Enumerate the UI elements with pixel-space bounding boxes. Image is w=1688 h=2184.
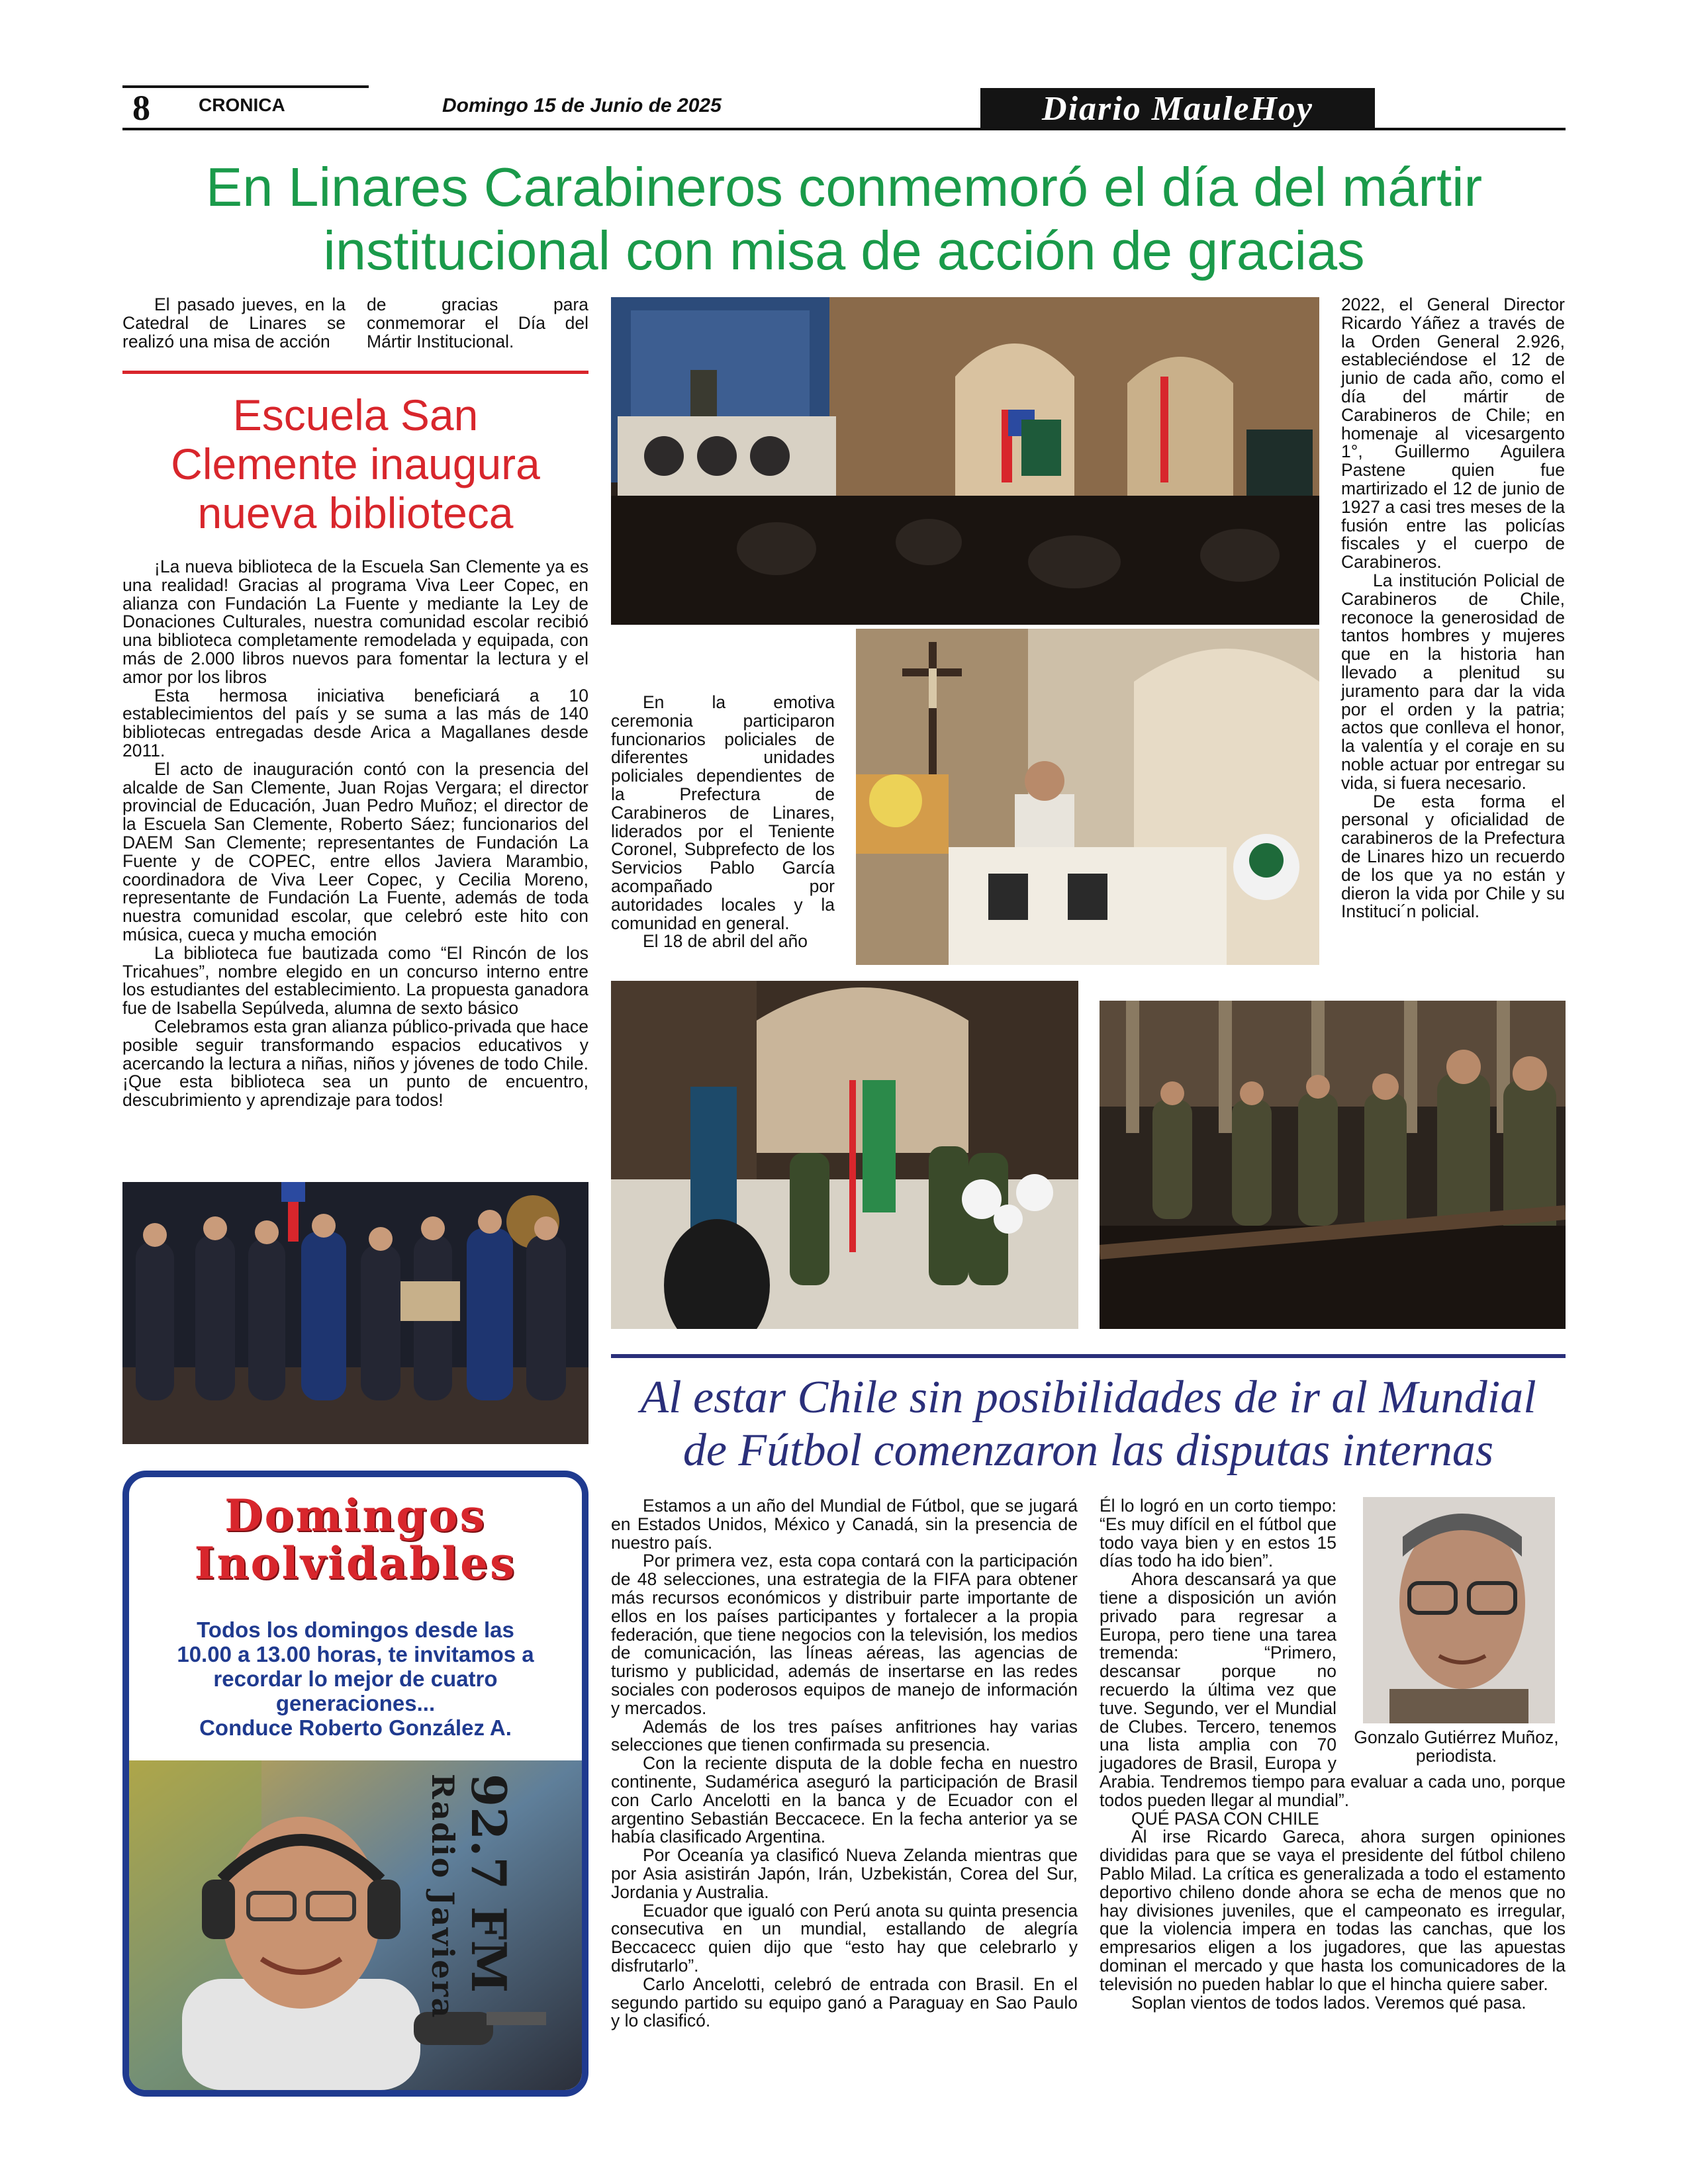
football-paragraph: Por primera vez, esta copa contará con la participación de 48 selecciones, una estrategia de la FIFA para obtener más recursos económicos y distribuir parte importante de ellos en los países participantes y fortalecer a la propia federación, que tiene negocios con la televisión, los medios de comunicación, las líneas aéreas, las agencias de turismo y publicidad, además de insertarse en las redes sociales con poderosos equipos de manejo de información y mercados. <box>611 1551 1078 1718</box>
football-paragraph: Por Oceanía ya clasificó Nueva Zelanda mientras que por Asia asistirán Japón, Irán, Uzbekistán, Corea del Sur, Jordania y Australia. <box>611 1845 1078 1902</box>
main-caption-paragraph: En la emotiva ceremonia participaron funcionarios policiales de diferentes unidades policiales dependientes de la Prefectura de Carabineros de Linares, liderados por el Teniente Coronel, Subprefecto de los Servicios Pablo García acompañado por autoridades locales y la comunidad en general. <box>611 692 835 933</box>
page-number: 8 <box>132 88 150 128</box>
football-paragraph: Con la reciente disputa de la doble fecha en nuestro continente, Sudamérica aseguró la participación de Brasil con Carlo Ancelotti en la banca y de Ecuador con el argentino Sebastián Beccacece. En la fecha anterior ya se había clasificado Argentina. <box>611 1753 1078 1847</box>
radio-station: Radio Javiera <box>425 1774 461 2019</box>
school-body <box>122 558 588 1110</box>
football-paragraph: Carlo Ancelotti, celebró de entrada con Brasil. En el segundo partido su equipo ganó a Paraguay en Sao Paulo y lo clasificó. <box>611 1974 1078 2031</box>
main-lead-text-1: El pasado jueves, en la Catedral de Linares se realizó una misa de acción <box>122 295 346 351</box>
masthead: Diario MauleHoy <box>1042 90 1313 128</box>
school-headline-line3: nueva biblioteca <box>197 488 514 537</box>
main-headline <box>122 156 1566 283</box>
football-paragraph: Al irse Ricardo Gareca, ahora surgen opiniones divididas para que se vaya el presidente del fútbol chileno Pablo Milad. La crítica es generalizada a todo el estamento deportivo chileno donde ahora se echa de menos que no hay divisiones juveniles, que el campeonato es irregular, que la violencia impera en todas las canchas, que los empresarios eligen a los jugadores, que las apuestas dominan el mercado y que hasta los comunicadores de la televisión no pueden hablar lo que el hincha quiere saber. <box>1100 1827 1566 1994</box>
main-lead-col1 <box>122 296 346 351</box>
header-rule-bottom <box>122 128 1566 130</box>
header-rule-left <box>122 85 369 88</box>
school-headline-line2: Clemente inaugura <box>171 439 540 488</box>
radio-ad-text <box>129 1617 582 1740</box>
school-paragraph: ¡La nueva biblioteca de la Escuela San Clemente ya es una realidad! Gracias al programa Viva Leer Copec, en alianza con Fundación La Fuente y mediante la Ley de Donaciones Culturales, nuestra comunidad escolar recibió una biblioteca completamente remodelada y equipada, con más de 2.000 libros nuevos para fomentar la lectura y el amor por los libros <box>122 557 588 687</box>
main-headline-line2: institucional con misa de acción de gracias <box>323 220 1365 281</box>
school-paragraph: Celebramos esta gran alianza público-privada que hace posible seguir transformando espacios educativos y acercando la lectura a niñas, niños y jóvenes de todo Chile. ¡Que esta biblioteca sea un punto de encuentro, descubrimiento y aprendizaje para todos! <box>122 1016 588 1111</box>
school-paragraph: El acto de inauguración contó con la presencia del alcalde de San Clemente, Juan Rojas Vergara; el director provincial de Educación, Juan Pedro Muñoz; el director de la Escuela San Clemente, Roberto Sáez; funcionarios del DAEM San Clemente; representantes de Fundación La Fuente y de COPEC, entre ellos Javiera Marambio, coordinadora de Viva Leer Copec, y Cecilia Moreno, representante de Fundación La Fuente, además de toda nuestra comunidad escolar, que celebró este hito con música, cueca y mucha emoción <box>122 758 588 944</box>
football-headline <box>611 1371 1566 1477</box>
radio-ad-title-line2: Inolvidables <box>194 1537 517 1589</box>
football-subhead: QUÉ PASA CON CHILE <box>1131 1808 1319 1829</box>
football-paragraph: Ahora descansará ya que tiene a disposición un avión privado para regresar a Europa, pero tiene una tarea tremenda: “Primero, descansar porque no recuerdo la última vez que tuve. Segundo, ver el Mundial de Clubes. Tercero, tenemos una lista amplia con 70 jugadores de Brasil, Europa y Arabia. Tendremos tiempo para evaluar a cada uno, porque todos pueden llegar al mundial”. <box>1100 1569 1566 1810</box>
school-headline-line1: Escuela San <box>232 390 479 439</box>
section-label: CRONICA <box>199 95 285 115</box>
carabineros-flags-photo <box>611 981 1078 1329</box>
cathedral-altar-photo <box>611 297 1319 625</box>
football-top-rule <box>611 1354 1566 1358</box>
main-caption-col <box>611 694 835 951</box>
lead-red-rule <box>122 371 588 374</box>
radio-ad-text-line1: Todos los domingos desde las <box>197 1617 514 1642</box>
radio-ad-title <box>129 1492 582 1587</box>
author-caption-line1: Gonzalo Gutiérrez Muñoz, <box>1354 1727 1559 1747</box>
radio-ad-text-line5: Conduce Roberto González A. <box>199 1715 512 1740</box>
school-paragraph: Esta hermosa iniciativa beneficiará a 10 establecimientos del país y se suma a las más de 140 bibliotecas entregadas desde Arica a Magallanes desde 2011. <box>122 685 588 760</box>
author-photo <box>1363 1497 1555 1723</box>
school-paragraph: La biblioteca fue bautizada como “El Rincón de los Tricahues”, nombre elegido en un concurso interno entre los estudiantes del establecimiento. La propuesta ganadora fue de Isabella Sepúlveda, alumna de sexto básico <box>122 942 588 1019</box>
school-headline <box>122 390 588 537</box>
radio-frequency-block <box>461 1774 517 1993</box>
main-right-paragraph: 2022, el General Director Ricardo Yáñez a través de la Orden General 2.926, estableciéndose el 12 de junio de cada año, como el día del mártir de Carabineros de Chile; en homenaje al vicesargento 1°, Guillermo Aguilera Pastene quien fue martirizado el 12 de junio de 1927 a casi tres meses de la fusión entre las policías fiscales y el cuerpo de Carabineros. <box>1341 295 1565 572</box>
author-photo-block <box>1347 1497 1566 1766</box>
radio-ad-title-line1: Domingos <box>224 1490 487 1541</box>
author-caption <box>1347 1729 1566 1766</box>
football-headline-line1: Al estar Chile sin posibilidades de ir al Mundial <box>640 1372 1536 1423</box>
football-paragraph: Además de los tres países anfitriones hay varias selecciones que tienen confirmada su presencia. <box>611 1716 1078 1755</box>
football-paragraph: Él lo logró en un corto tiempo: “Es muy difícil en el fútbol que todo vaya bien y en estos 15 días todo ha ido bien”. <box>1100 1496 1336 1571</box>
football-paragraph: Estamos a un año del Mundial de Fútbol, que se jugará en Estados Unidos, México y Canadá, sin la presencia de nuestro país. <box>611 1496 1078 1553</box>
radio-ad-text-line2: 10.00 a 13.00 horas, te invitamos a <box>177 1642 534 1666</box>
radio-frequency: 92.7 FM <box>461 1774 517 1993</box>
football-paragraph: Soplan vientos de todos lados. Veremos qué pasa. <box>1131 1992 1526 2013</box>
football-paragraph: Ecuador que igualó con Perú anota su quinta presencia consecutiva en un mundial, estallando de alegría Beccacecc quien dijo que “esto hay que celebrarlo y disfrutarlo”. <box>611 1900 1078 1976</box>
football-headline-line2: de Fútbol comenzaron las disputas internas <box>682 1425 1494 1476</box>
football-col1 <box>611 1497 1078 2030</box>
radio-station-block <box>420 1774 460 2025</box>
school-group-photo <box>122 1182 588 1444</box>
football-col2 <box>1100 1497 1566 2012</box>
carabineros-formation-photo <box>1100 1001 1566 1329</box>
main-right-paragraph: La institución Policial de Carabineros de Chile, reconoce la generosidad de tantos hombres y mujeres que en la historia han llevado a plenitud su juramento para dar la vida por el orden y la patria; actos que conlleva el honor, la valentía y el coraje en su noble actuar por entregar su vida, si fuera necesario. <box>1341 570 1565 793</box>
main-headline-line1: En Linares Carabineros conmemoró el día del mártir <box>205 156 1483 218</box>
main-lead-col2 <box>367 296 588 351</box>
radio-ad[interactable] <box>122 1471 588 2097</box>
author-caption-line2: periodista. <box>1415 1745 1497 1766</box>
main-right-paragraph: De esta forma el personal y oficialidad de carabineros de la Prefectura de Linares hizo un recuerdo de los que ya no están y dieron la vida por Chile y su Instituci´n policial. <box>1341 791 1565 922</box>
header-date: Domingo 15 de Junio de 2025 <box>442 95 722 116</box>
radio-ad-text-line4: generaciones... <box>275 1691 436 1715</box>
page-header <box>122 83 1566 132</box>
radio-ad-text-line3: recordar lo mejor de cuatro <box>213 1666 498 1691</box>
priest-crucifix-photo <box>856 629 1319 965</box>
main-lead-text-2: de gracias para conmemorar el Día del Mártir Institucional. <box>367 295 588 351</box>
main-right-col <box>1341 296 1565 921</box>
main-caption-paragraph: El 18 de abril del año <box>643 931 808 952</box>
